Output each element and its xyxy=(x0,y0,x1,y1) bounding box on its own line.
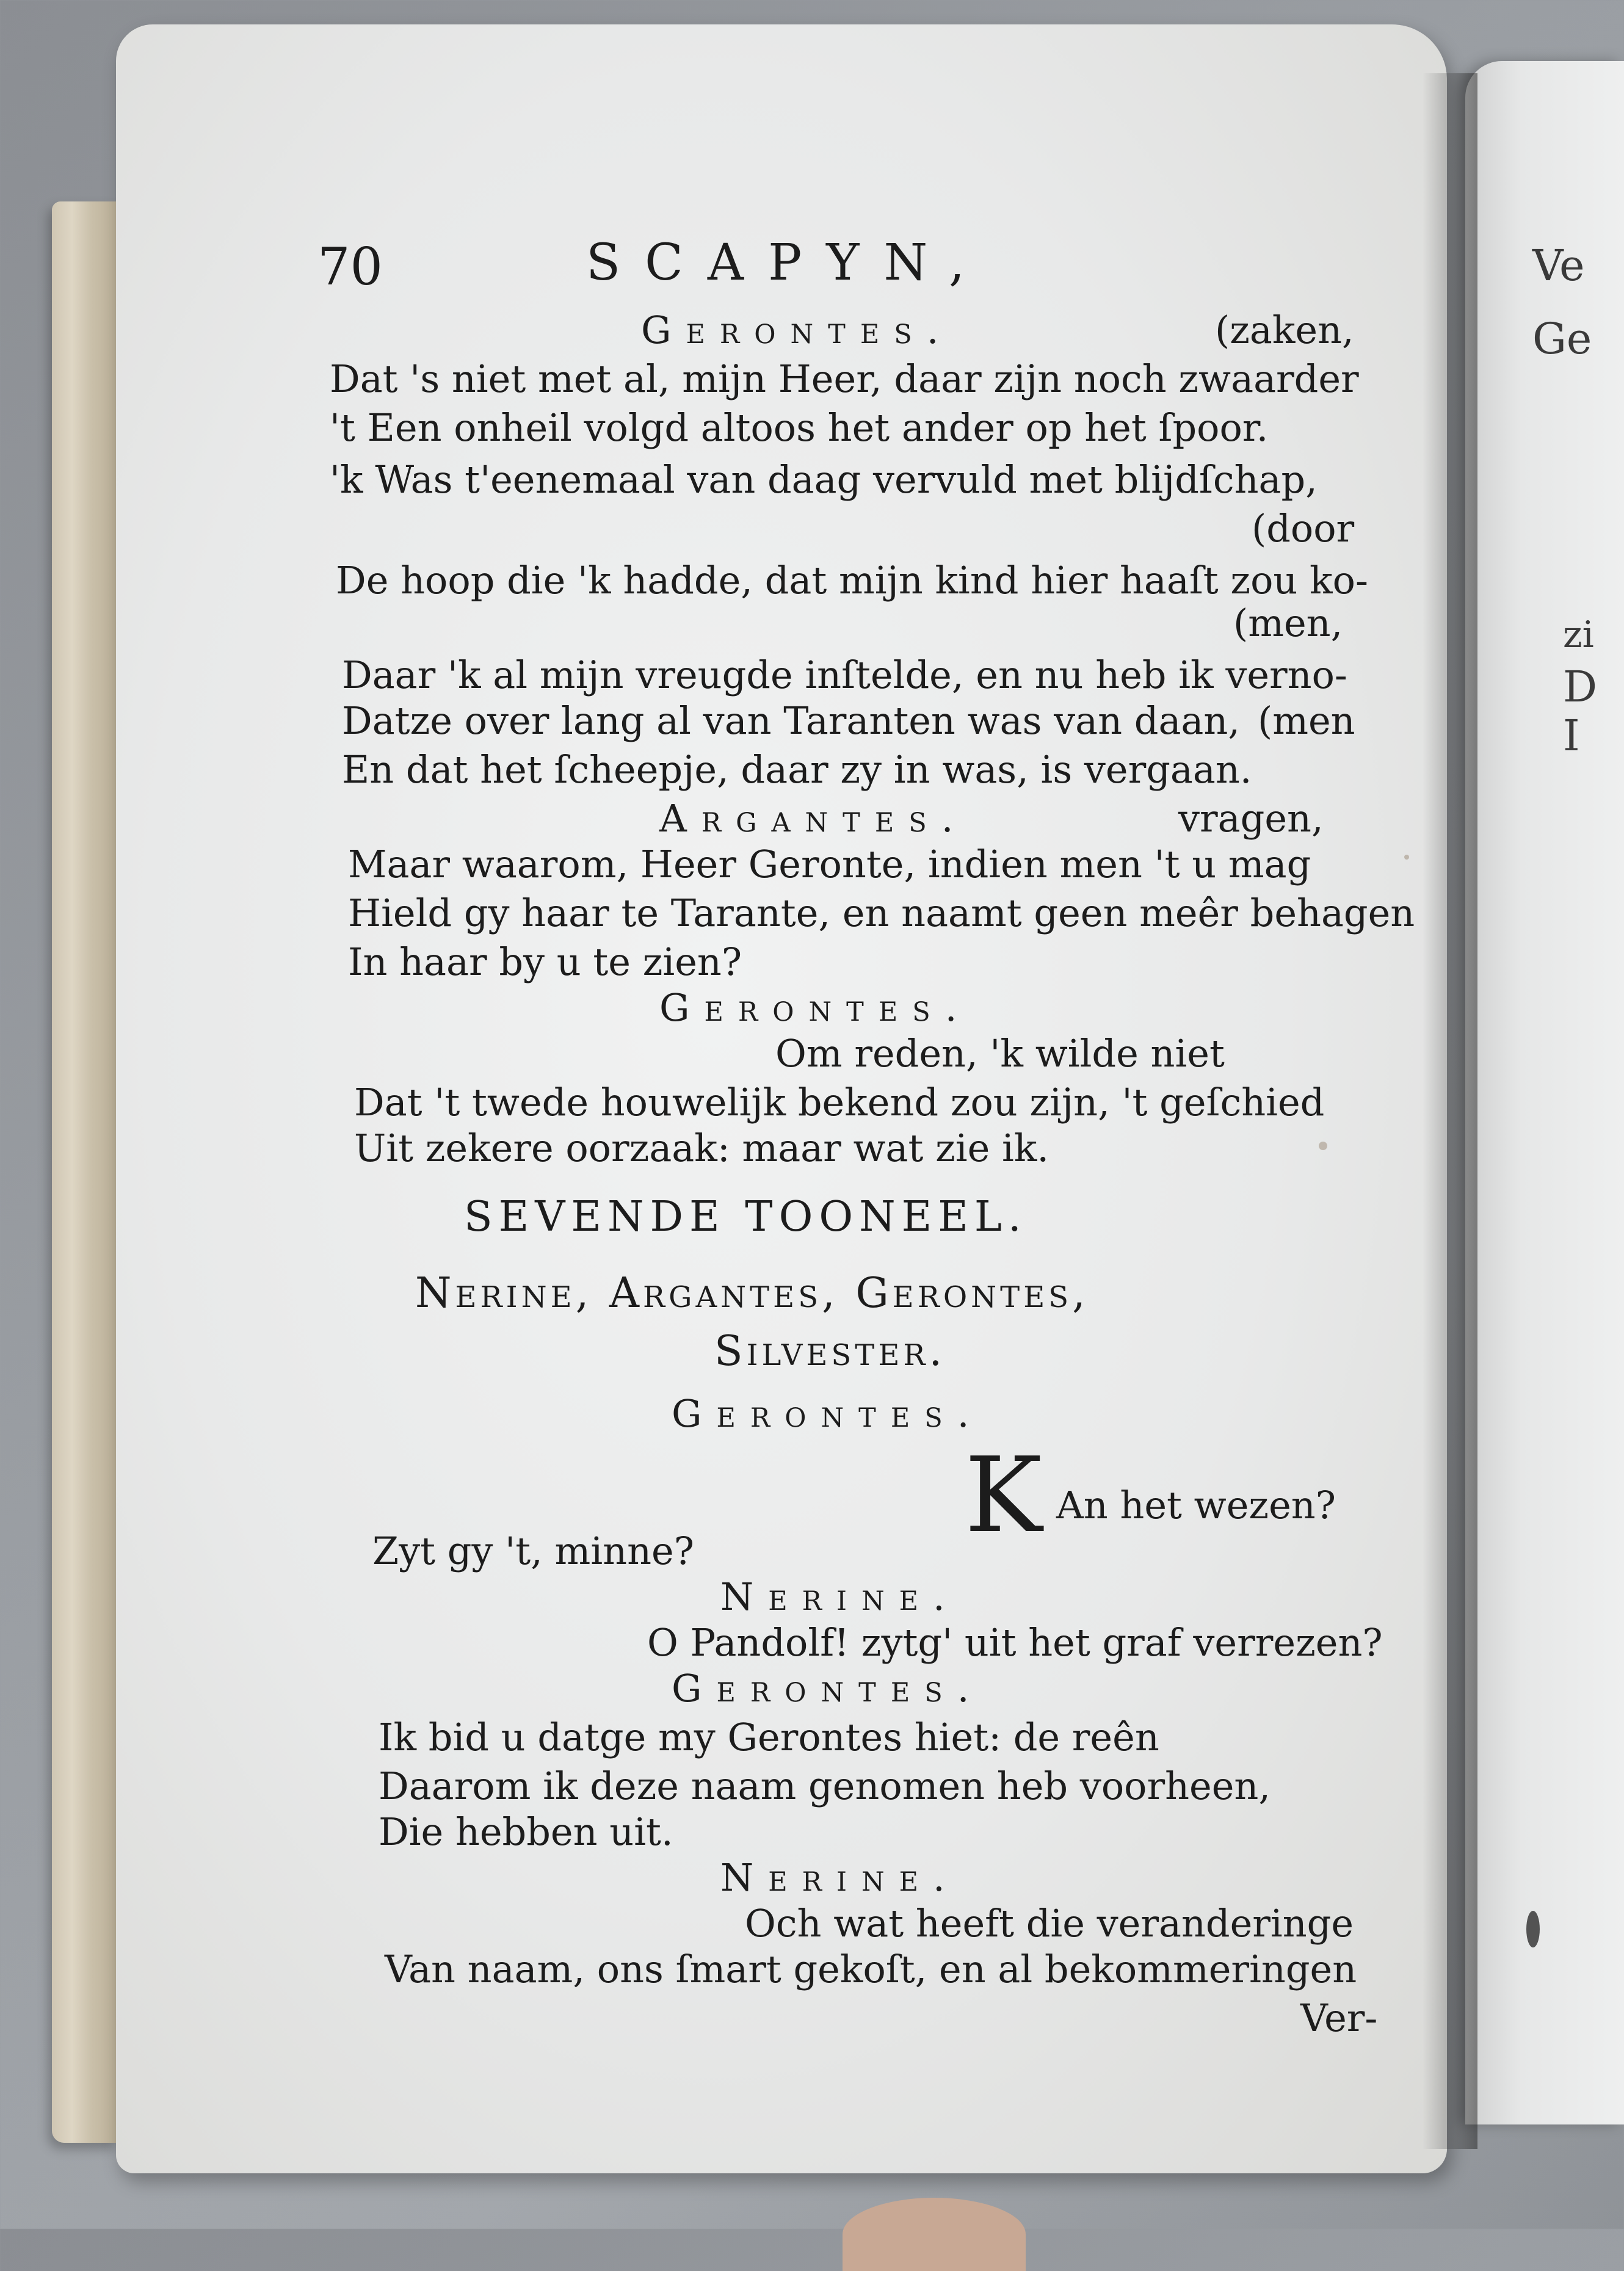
verse-line: Van naam, ons ſmart gekoſt, en al bekommeringen xyxy=(385,1947,1357,1991)
facing-page xyxy=(1465,61,1624,2124)
speaker-name: Gerontes. xyxy=(672,1666,984,1711)
paper-stain xyxy=(1526,1911,1540,1947)
verse-line: Om reden, 'k wilde niet xyxy=(775,1031,1225,1076)
verse-line: Dat 't twede houwelijk bekend zou zijn, 't geſchied xyxy=(354,1080,1325,1125)
speaker-name: Nerine. xyxy=(720,1855,960,1900)
verse-line: O Pandolf! zytg' uit het graf verrezen? xyxy=(647,1620,1383,1665)
turnover-text: (door xyxy=(1252,506,1355,551)
verse-line: Ik bid u datge my Gerontes hiet: de reên xyxy=(379,1715,1159,1759)
verse-line: An het wezen? xyxy=(1056,1483,1336,1527)
verse-line: Daarom ik deze naam genomen heb voorheen, xyxy=(379,1764,1271,1808)
facing-fragment: Ve xyxy=(1532,241,1585,291)
verse-line: Datze over lang al van Taranten was van daan, xyxy=(342,698,1241,743)
scene-heading: SEVENDE TOONEEL. xyxy=(464,1193,1028,1241)
speaker-name: Nerine. xyxy=(720,1574,960,1619)
turnover-text: vragen, xyxy=(1178,796,1324,841)
speaker-name: Gerontes. xyxy=(659,985,972,1030)
speaker-name: Argantes. xyxy=(659,796,968,841)
verse-line: En dat het ſcheepje, daar zy in was, is vergaan. xyxy=(342,747,1252,792)
verse-line: Och wat heeft die veranderinge xyxy=(745,1901,1354,1946)
verse-line: Maar waarom, Heer Geronte, indien men 't u mag xyxy=(348,842,1311,886)
drop-capital: K xyxy=(965,1435,1043,1556)
paper-stain xyxy=(1319,1142,1327,1150)
facing-fragment: I xyxy=(1563,711,1580,761)
verse-line: 't Een onheil volgd altoos het ander op het ſpoor. xyxy=(330,405,1269,450)
thumb-fingertip xyxy=(843,2198,1026,2271)
running-title: SCAPYN, xyxy=(586,234,990,292)
verse-line: Hield gy haar te Tarante, en naamt geen meêr behagen xyxy=(348,891,1415,935)
turnover-text: (men, xyxy=(1233,601,1343,645)
facing-fragment: zi xyxy=(1563,614,1594,656)
verse-line: Zyt gy 't, minne? xyxy=(372,1529,694,1573)
catchword: Ver- xyxy=(1300,1996,1378,2040)
turnover-text: (zaken, xyxy=(1215,308,1354,352)
verse-line: 'k Was t'eenemaal van daag vervuld met blijdſchap, xyxy=(330,457,1318,502)
cast-list: Nerine, Argantes, Gerontes, xyxy=(415,1269,1089,1317)
verse-line: Uit zekere oorzaak: maar wat zie ik. xyxy=(354,1126,1049,1170)
verse-line: Daar 'k al mijn vreugde inſtelde, en nu heb ik verno- xyxy=(342,653,1347,697)
facing-fragment: Ge xyxy=(1532,314,1592,364)
speaker-name: Gerontes. xyxy=(641,308,954,352)
paper-stain xyxy=(1404,855,1409,860)
speaker-name: Gerontes. xyxy=(672,1391,984,1436)
verse-line: Dat 's niet met al, mijn Heer, daar zijn noch zwaarder xyxy=(330,357,1359,401)
page-number: 70 xyxy=(317,237,383,297)
verse-line: De hoop die 'k hadde, dat mijn kind hier haaſt zou ko- xyxy=(336,558,1368,603)
turnover-text: (men xyxy=(1258,698,1355,743)
cast-list: Silvester. xyxy=(714,1327,946,1375)
page-gutter-shadow xyxy=(1423,73,1477,2149)
book-fore-edge xyxy=(52,201,119,2143)
verse-line: In haar by u te zien? xyxy=(348,940,742,984)
verse-line: Die hebben uit. xyxy=(379,1809,673,1854)
facing-fragment: D xyxy=(1563,662,1598,712)
